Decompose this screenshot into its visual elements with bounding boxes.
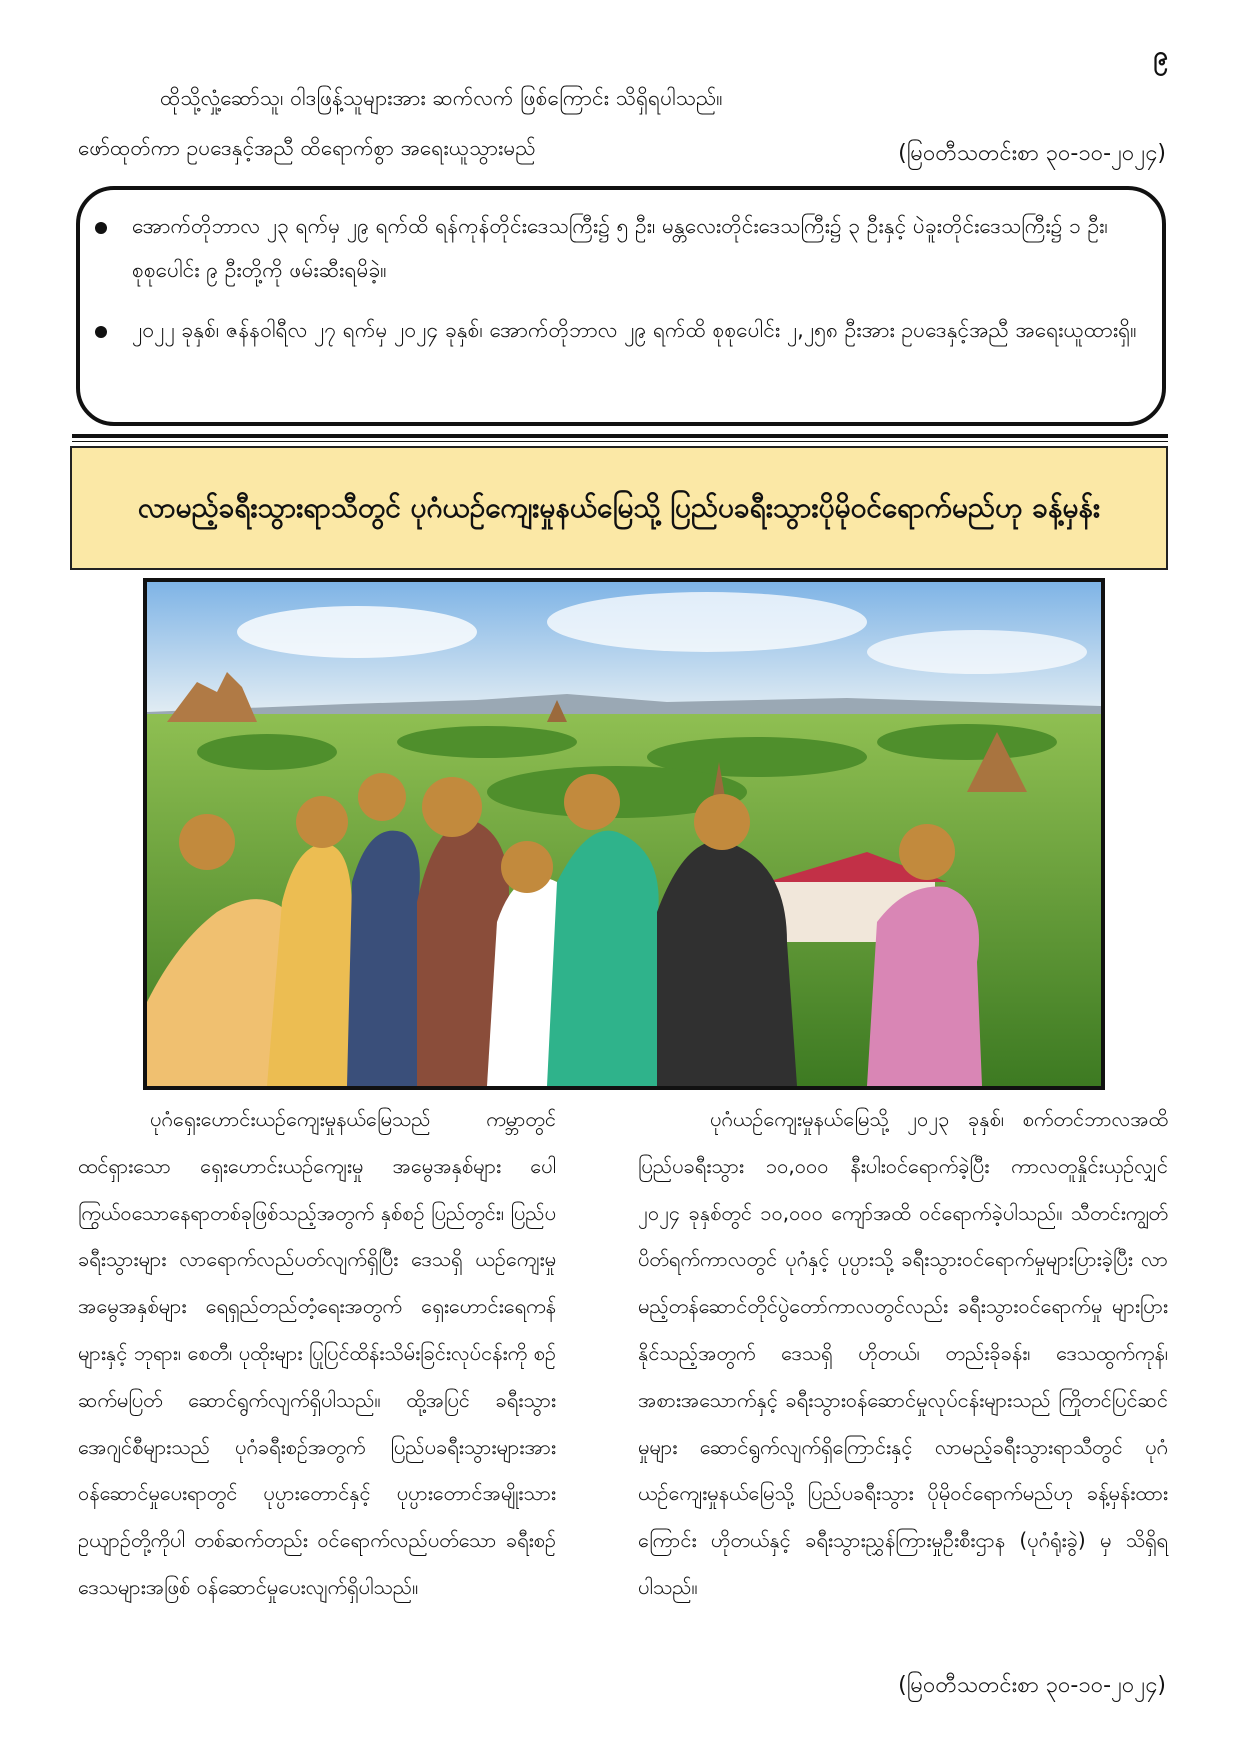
article-column-left: [78, 1096, 556, 1611]
summary-item: ၂၀၂၂ ခုနှစ်၊ ဇန်နဝါရီလ ၂၇ ရက်မှ ၂၀၂၄ ခုနှစ်၊ အောက်တိုဘာလ ၂၉ ရက်ထိ စုစုပေါင်း ၂,၂၅၈ ဦးအား ဥပဒေနှင့်အညီ အရေးယူထားရှိ။: [132, 318, 1137, 342]
intro-line-2: ဖော်ထုတ်ကာ ဥပဒေနှင့်အညီ ထိရောက်စွာ အရေးယူသွားမည်: [78, 136, 536, 160]
article-paragraph-left: ပုဂံရှေးဟောင်းယဉ်ကျေးမှုနယ်မြေသည် ကမ္ဘာတွင် ထင်ရှားသော ရှေးဟောင်းယဉ်ကျေးမှု အမွေအနှစ်များ ပေါကြွယ်ဝသောနေရာတစ်ခုဖြစ်သည့်အတွက် နှစ်စဉ် ပြည်တွင်း၊ ပြည်ပခရီးသွားများ လာရောက်လည်ပတ်လျက်ရှိပြီး ဒေသရှိ ယဉ်ကျေးမှုအမွေအနှစ်များ ရေရှည်တည်တံ့ရေးအတွက် ရှေးဟောင်းရေကန်များနှင့် ဘုရား၊ စေတီ၊ ပုထိုးများ ပြုပြင်ထိန်းသိမ်းခြင်းလုပ်ငန်းကို စဉ်ဆက်မပြတ် ဆောင်ရွက်လျက်ရှိပါသည်။ ထို့အပြင် ခရီးသွားအေဂျင်စီများသည် ပုဂံခရီးစဉ်အတွက် ပြည်ပခရီးသွားများအား ဝန်ဆောင်မှုပေးရာတွင် ပုပ္ပားတောင်နှင့် ပုပ္ပားတောင်အမျိုးသားဥယျာဉ်တို့ကိုပါ တစ်ဆက်တည်း ဝင်ရောက်လည်ပတ်သော ခရီးစဉ်ဒေသများအဖြစ် ဝန်ဆောင်မှုပေးလျက်ရှိပါသည်။: [78, 1107, 556, 1599]
section-divider-thin: [72, 441, 1168, 442]
article-paragraph-right: ပုဂံယဉ်ကျေးမှုနယ်မြေသို့ ၂၀၂၃ ခုနှစ်၊ စက်တင်ဘာလအထိ ပြည်ပခရီးသွား ၁၀,၀၀၀ နီးပါးဝင်ရောက်ခဲ့ပြီး ကာလတူနှိုင်းယှဉ်လျှင် ၂၀၂၄ ခုနှစ်တွင် ၁၀,၀၀၀ ကျော်အထိ ဝင်ရောက်ခဲ့ပါသည်။ သီတင်းကျွတ်ပိတ်ရက်ကာလတွင် ပုဂံနှင့် ပုပ္ပားသို့ ခရီးသွားဝင်ရောက်မှုများပြားခဲ့ပြီး လာမည့်တန်ဆောင်တိုင်ပွဲတော်ကာလတွင်လည်း ခရီးသွားဝင်ရောက်မှု များပြားနိုင်သည့်အတွက် ဒေသရှိ ဟိုတယ်၊ တည်းခိုခန်း၊ ဒေသထွက်ကုန်၊ အစားအသောက်နှင့် ခရီးသွားဝန်ဆောင်မှုလုပ်ငန်းများသည် ကြိုတင်ပြင်ဆင်မှုများ ဆောင်ရွက်လျက်ရှိကြောင်းနှင့် လာမည့်ခရီးသွားရာသီတွင် ပုဂံယဉ်ကျေးမှုနယ်မြေသို့ ပြည်ပခရီးသွား ပိုမိုဝင်ရောက်မည်ဟု ခန့်မှန်းထားကြောင်း ဟိုတယ်နှင့် ခရီးသွားညွှန်ကြားမှုဦးစီးဌာန (ပုဂံရုံးခွဲ) မှ သိရှိရပါသည်။: [638, 1107, 1168, 1599]
intro-source: (မြဝတီသတင်းစာ ၃၀-၁၀-၂၀၂၄): [898, 141, 1166, 166]
intro-line-1: ထိုသို့လှုံ့ဆော်သူ၊ ဝါဒဖြန့်သူများအား ဆက်လက် ဖြစ်ကြောင်း သိရှိရပါသည်။: [160, 86, 723, 110]
headline-box: [70, 446, 1168, 570]
tourists-at-bagan-image: [147, 582, 1101, 1086]
page-number: ၉: [1153, 41, 1168, 71]
summary-item: အောက်တိုဘာလ ၂၃ ရက်မှ ၂၉ ရက်ထိ ရန်ကုန်တိုင်းဒေသကြီး၌ ၅ ဦး၊ မန္တလေးတိုင်းဒေသကြီး၌ ၃ ဦးနှင့် ပဲခူးတိုင်းဒေသကြီး၌ ၁ ဦး၊ စုစုပေါင်း ၉ ဦးတို့ကို ဖမ်းဆီးရမိခဲ့။: [132, 214, 1108, 282]
section-divider: [72, 434, 1168, 438]
article-source: (မြဝတီသတင်းစာ ၃၀-၁၀-၂၀၂၄): [898, 1673, 1166, 1698]
article-column-right: [638, 1096, 1168, 1611]
bullet-icon: [95, 326, 107, 338]
article-headline: လာမည့်ခရီးသွားရာသီတွင် ပုဂံယဉ်ကျေးမှုနယ်မြေသို့ ပြည်ပခရီးသွားပိုမိုဝင်ရောက်မည်ဟု ခန့်မှန်း: [137, 491, 1101, 524]
bullet-icon: [95, 222, 107, 234]
article-photo: [143, 578, 1105, 1090]
